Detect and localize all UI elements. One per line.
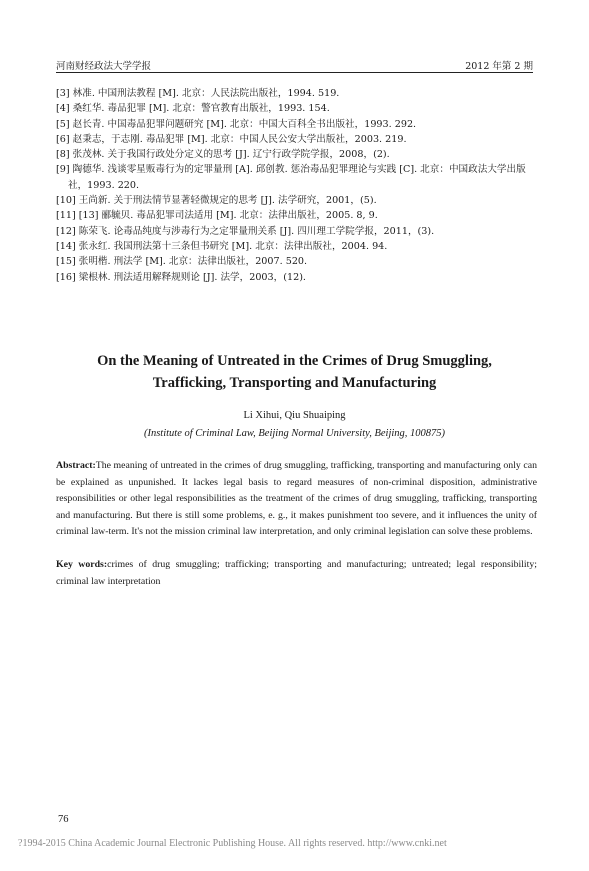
authors: Li Xihui, Qiu Shuaiping [243, 410, 346, 421]
keywords [56, 557, 537, 590]
reference-item: [16] 梁根林. 刑法适用解释规则论 [J]. 法学，2003，(12). [56, 271, 306, 283]
reference-item: [11] [13] 郦毓贝. 毒品犯罪司法适用 [M]. 北京：法律出版社，2005. 8, 9. [56, 210, 378, 222]
abstract [56, 458, 537, 541]
keywords-label: Key words: [56, 559, 108, 570]
keywords-text: crimes of drug smuggling; trafficking; transporting and manufacturing; untreated; legal responsibility; criminal law interpretation [56, 559, 537, 587]
reference-list [56, 86, 536, 285]
reference-item: [3] 林准. 中国刑法教程 [M]. 北京：人民法院出版社，1994. 519. [56, 88, 340, 99]
journal-name: 河南财经政法大学学报 [56, 61, 152, 72]
copyright-footer: ?1994-2015 China Academic Journal Electronic Publishing House. All rights reserved. http://www.cnki.net [18, 838, 447, 849]
affiliation-text: (Institute of Criminal Law, Beijing Normal University, Beijing, 100875) [143, 428, 446, 439]
reference-item: [8] 张茂林. 关于我国行政处分定义的思考 [J]. 辽宁行政学院学报，2008，(2). [56, 149, 390, 161]
abstract-label: Abstract: [56, 460, 96, 471]
reference-item: [4] 桑红华. 毒品犯罪 [M]. 北京：警官教育出版社，1993. 154. [56, 103, 330, 115]
reference-item: [5] 赵长青. 中国毒品犯罪问题研究 [M]. 北京：中国大百科全书出版社，1993. 292. [56, 118, 417, 130]
reference-item: [6] 赵秉志，于志刚. 毒品犯罪 [M]. 北京：中国人民公安大学出版社，2003. 219. [56, 133, 407, 145]
abstract-text: The meaning of untreated in the crimes of drug smuggling, trafficking, transporting and manufacturing only can be explained as unpunished. It lackes legal basis to regard measures of non-criminal disposition, administrative responsibilities or other legal responsibilities as the treatment of the crimes of drug smuggling, trafficking, transporting and manufacturing. But there is still some problems, e. g., it makes punishment too severe, and it influences the unity of criminal law-term. It's not the mission criminal law interpretation, and only criminal legislation can solve these problems. [56, 460, 537, 537]
reference-item: [14] 张永红. 我国刑法第十三条但书研究 [M]. 北京：法律出版社，2004. 94. [56, 240, 388, 252]
reference-item: [10] 王尚新. 关于刑法情节显著轻微规定的思考 [J]. 法学研究，2001，(5). [56, 195, 377, 207]
reference-item: [15] 张明楷. 刑法学 [M]. 北京：法律出版社，2007. 520. [56, 256, 308, 268]
reference-item: [9] 陶德华. 浅谈零星贩毒行为的定罪量刑 [A]. 邱创教. 惩治毒品犯罪理论与实践 [C]. 北京：中国政法大学出版社，1993. 220. [56, 164, 526, 191]
title-line-2: Trafficking, Transporting and Manufacturing [152, 375, 437, 391]
title-line-1: On the Meaning of Untreated in the Crimes of Drug Smuggling, [97, 353, 492, 369]
reference-item: [12] 陈荣飞. 论毒品纯度与涉毒行为之定罪量刑关系 [J]. 四川理工学院学报，2011，(3). [56, 225, 435, 237]
affiliation [40, 428, 549, 439]
running-header [56, 58, 533, 73]
page-number: 76 [58, 814, 69, 825]
issue-label: 2012 年第 2 期 [465, 61, 533, 72]
english-title [40, 350, 549, 394]
